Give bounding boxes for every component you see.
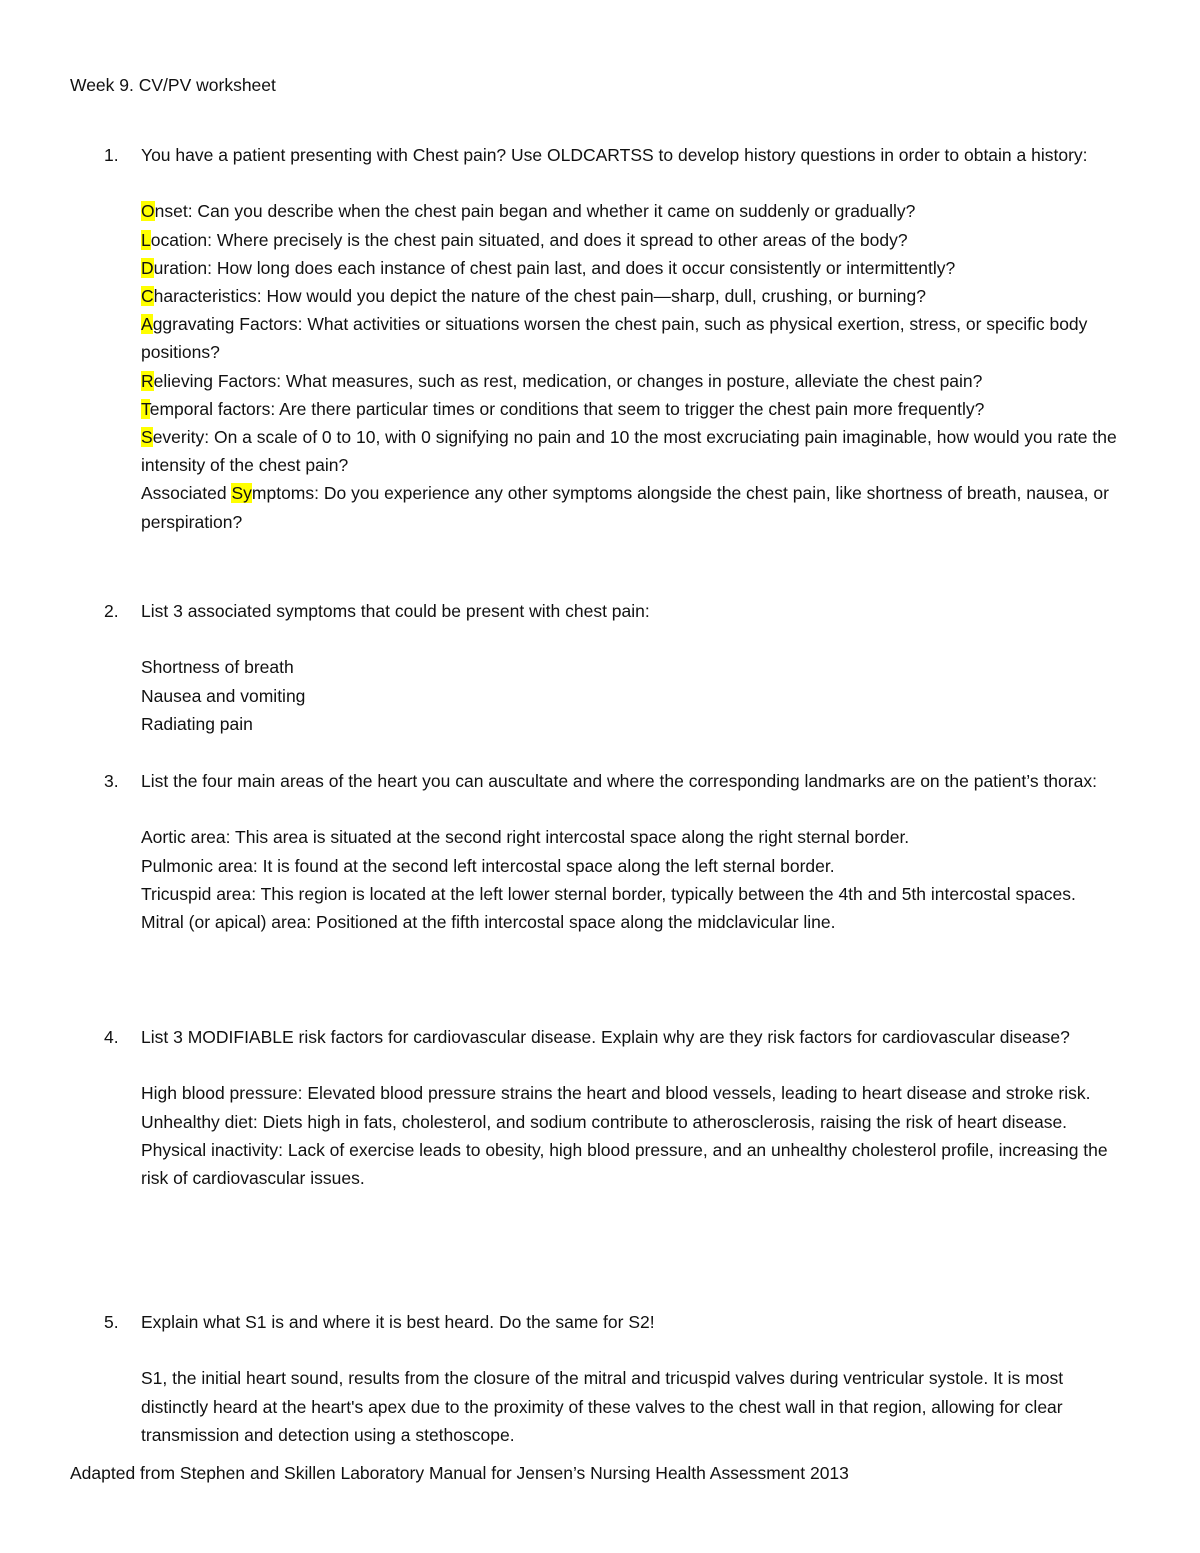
- answer-text: ocation: Where precisely is the chest pain situated, and does it spread to other areas of the body?: [150, 229, 908, 250]
- highlight-letter: L: [141, 229, 151, 250]
- question-number: 2.: [104, 601, 119, 621]
- answer-item: S1, the initial heart sound, results from the closure of the mitral and tricuspid valves during ventricular systole. It is most distinctly heard at the heart's apex due to the proximity of these valves to the chest wall in that region, allowing for clear transmission and detection using a stethoscope.: [141, 1368, 1064, 1445]
- answer-text: haracteristics: How would you depict the nature of the chest pain—sharp, dull, crushing, or burning?: [153, 286, 927, 306]
- answer-text: emporal factors: Are there particular times or conditions that seem to trigger the chest pain more frequently?: [149, 398, 985, 419]
- question-text: You have a patient presenting with Chest pain? Use OLDCARTSS to develop history questions in order to obtain a history:: [141, 145, 1088, 165]
- highlight-letter: R: [141, 370, 154, 391]
- highlight-letter: D: [141, 257, 154, 278]
- highlight-letter: S: [141, 427, 153, 448]
- answer-text: elieving Factors: What measures, such as rest, medication, or changes in posture, alleviate the chest pain?: [153, 370, 983, 391]
- question-2: [104, 597, 1134, 738]
- question-text: List the four main areas of the heart you can auscultate and where the corresponding landmarks are on the patient’s thorax:: [141, 771, 1097, 791]
- highlight-letter: Sy: [231, 483, 252, 504]
- question-number: 1.: [104, 145, 119, 165]
- question-number: 3.: [104, 771, 119, 791]
- question-1: [104, 141, 1134, 536]
- answer-duration: [141, 254, 1134, 282]
- question-number: 5.: [104, 1312, 119, 1332]
- page-footer: Adapted from Stephen and Skillen Laboratory Manual for Jensen’s Nursing Health Assessment 2013: [70, 1463, 849, 1483]
- answer-relieving: [141, 367, 1134, 395]
- answer-location: [141, 226, 1134, 254]
- answer-onset: [141, 197, 1134, 225]
- answer-text: uration: How long does each instance of chest pain last, and does it occur consistently or intermittently?: [153, 257, 956, 278]
- answer-item: Mitral (or apical) area: Positioned at the fifth intercostal space along the midclavicular line.: [141, 912, 836, 932]
- answer-item: High blood pressure: Elevated blood pressure strains the heart and blood vessels, leading to heart disease and stroke risk.: [141, 1083, 1091, 1104]
- page-title: Week 9. CV/PV worksheet: [70, 75, 276, 95]
- question-text: List 3 associated symptoms that could be present with chest pain:: [141, 601, 650, 621]
- answer-characteristics: [141, 282, 1134, 310]
- answer-item: Pulmonic area: It is found at the second left intercostal space along the left sternal border.: [141, 855, 835, 876]
- answer-item: Tricuspid area: This region is located at the left lower sternal border, typically between the 4th and 5th intercostal spaces.: [141, 883, 1076, 904]
- answer-text: ggravating Factors: What activities or situations worsen the chest pain, such as physical exertion, stress, or specific body positions?: [141, 314, 1088, 363]
- answer-associated-symptoms: [141, 479, 1134, 535]
- answer-item: Unhealthy diet: Diets high in fats, cholesterol, and sodium contribute to atherosclerosis, raising the risk of heart disease.: [141, 1111, 1068, 1132]
- answer-item: Physical inactivity: Lack of exercise leads to obesity, high blood pressure, and an unhealthy cholesterol profile, increasing the risk of cardiovascular issues.: [141, 1139, 1108, 1188]
- answer-aggravating: [141, 310, 1134, 366]
- question-text: Explain what S1 is and where it is best heard. Do the same for S2!: [141, 1312, 655, 1332]
- highlight-letter: O: [141, 201, 155, 222]
- question-number: 4.: [104, 1027, 119, 1047]
- question-3: [104, 767, 1134, 936]
- highlight-letter: T: [141, 398, 150, 419]
- answer-text: nset: Can you describe when the chest pain began and whether it came on suddenly or gradually?: [154, 201, 916, 222]
- highlight-letter: A: [141, 314, 153, 335]
- answer-severity: [141, 423, 1134, 479]
- question-5: [104, 1308, 1134, 1449]
- answer-text: mptoms: Do you experience any other symptoms alongside the chest pain, like shortness of breath, nausea, or perspiration?: [141, 483, 1109, 532]
- answer-item: Radiating pain: [141, 713, 253, 734]
- question-4: [104, 1023, 1134, 1192]
- answer-item: Aortic area: This area is situated at the second right intercostal space along the right sternal border.: [141, 827, 910, 848]
- answer-temporal: [141, 395, 1134, 423]
- question-text: List 3 MODIFIABLE risk factors for cardiovascular disease. Explain why are they risk factors for cardiovascular disease?: [141, 1027, 1070, 1047]
- answer-text: everity: On a scale of 0 to 10, with 0 signifying no pain and 10 the most excruciating pain imaginable, how would you rate the intensity of the chest pain?: [141, 427, 1117, 476]
- answer-prefix: Associated: [141, 483, 232, 504]
- highlight-letter: C: [141, 286, 154, 306]
- answer-item: Nausea and vomiting: [141, 685, 306, 706]
- answer-item: Shortness of breath: [141, 657, 294, 678]
